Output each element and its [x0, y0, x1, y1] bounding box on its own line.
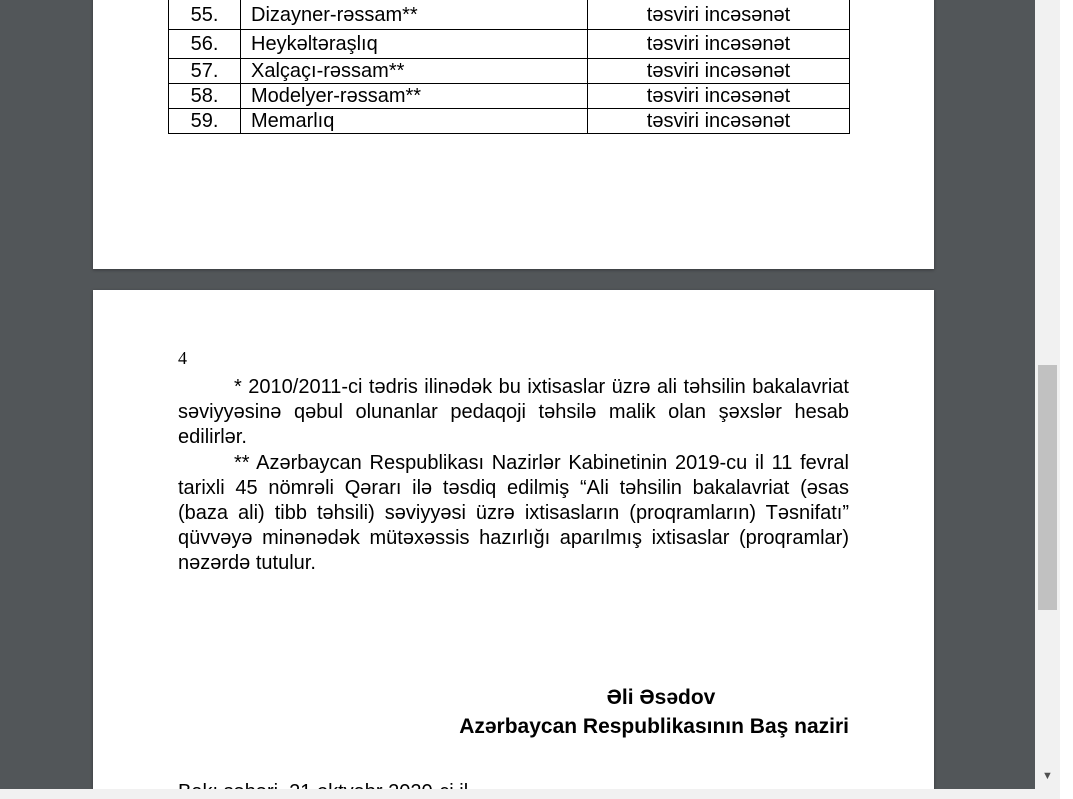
- signature-block: [393, 683, 849, 741]
- row-number: 57.: [169, 59, 241, 84]
- window-edge: [1060, 0, 1073, 799]
- signer-name: Əli Əsədov: [606, 686, 716, 709]
- specialty-category: təsviri incəsənət: [588, 84, 850, 109]
- row-number: 58.: [169, 84, 241, 109]
- specialty-name: Modelyer-rəssam**: [241, 84, 588, 109]
- document-page-4: [93, 290, 934, 799]
- footnotes: [178, 375, 849, 577]
- specialty-name: Heykəltəraşlıq: [241, 30, 588, 59]
- specialty-category: təsviri incəsənət: [588, 30, 850, 59]
- row-number: 55.: [169, 0, 241, 30]
- table-row: [169, 0, 850, 30]
- scroll-down-arrow-icon[interactable]: ▼: [1042, 770, 1053, 782]
- specialty-name: Memarlıq: [241, 109, 588, 134]
- table-row: [169, 84, 850, 109]
- table-row: [169, 30, 850, 59]
- specialty-category: təsviri incəsənət: [588, 109, 850, 134]
- page-number: 4: [178, 348, 187, 368]
- viewer-bottom-edge: [0, 789, 1060, 799]
- document-page-3: [93, 0, 934, 269]
- specialty-name: Xalçaçı-rəssam**: [241, 59, 588, 84]
- row-number: 59.: [169, 109, 241, 134]
- specialty-name: Dizayner-rəssam**: [241, 0, 588, 30]
- specialty-category: təsviri incəsənət: [588, 59, 850, 84]
- specialty-table: [168, 0, 850, 134]
- signer-title: Azərbaycan Respublikasının Baş naziri: [459, 715, 849, 738]
- table-row: [169, 59, 850, 84]
- scrollbar-thumb[interactable]: [1038, 365, 1057, 610]
- table-row: [169, 109, 850, 134]
- row-number: 56.: [169, 30, 241, 59]
- footnote-double-asterisk: ** Azərbaycan Respublikası Nazirlər Kabinetinin 2019-cu il 11 fevral tarixli 45 nömrəli Qərarı ilə təsdiq edilmiş “Ali təhsilin bakalavriat (əsas (baza ali) tibb təhsili) səviyyəsi üzrə ixtisasların (proqramların) Təsnifatı” qüvvəyə minənədək mütəxəssis hazırlığı aparılmış ixtisaslar (proqramlar) nəzərdə tutulur.: [178, 451, 849, 575]
- footnote-single-asterisk: * 2010/2011-ci tədris ilinədək bu ixtisaslar üzrə ali təhsilin bakalavriat səviyyəsinə qəbul olunanlar pedaqoji təhsilə malik olan şəxslər hesab edilirlər.: [178, 376, 849, 449]
- vertical-scrollbar[interactable]: [1035, 0, 1060, 799]
- specialty-category: təsviri incəsənət: [588, 0, 850, 30]
